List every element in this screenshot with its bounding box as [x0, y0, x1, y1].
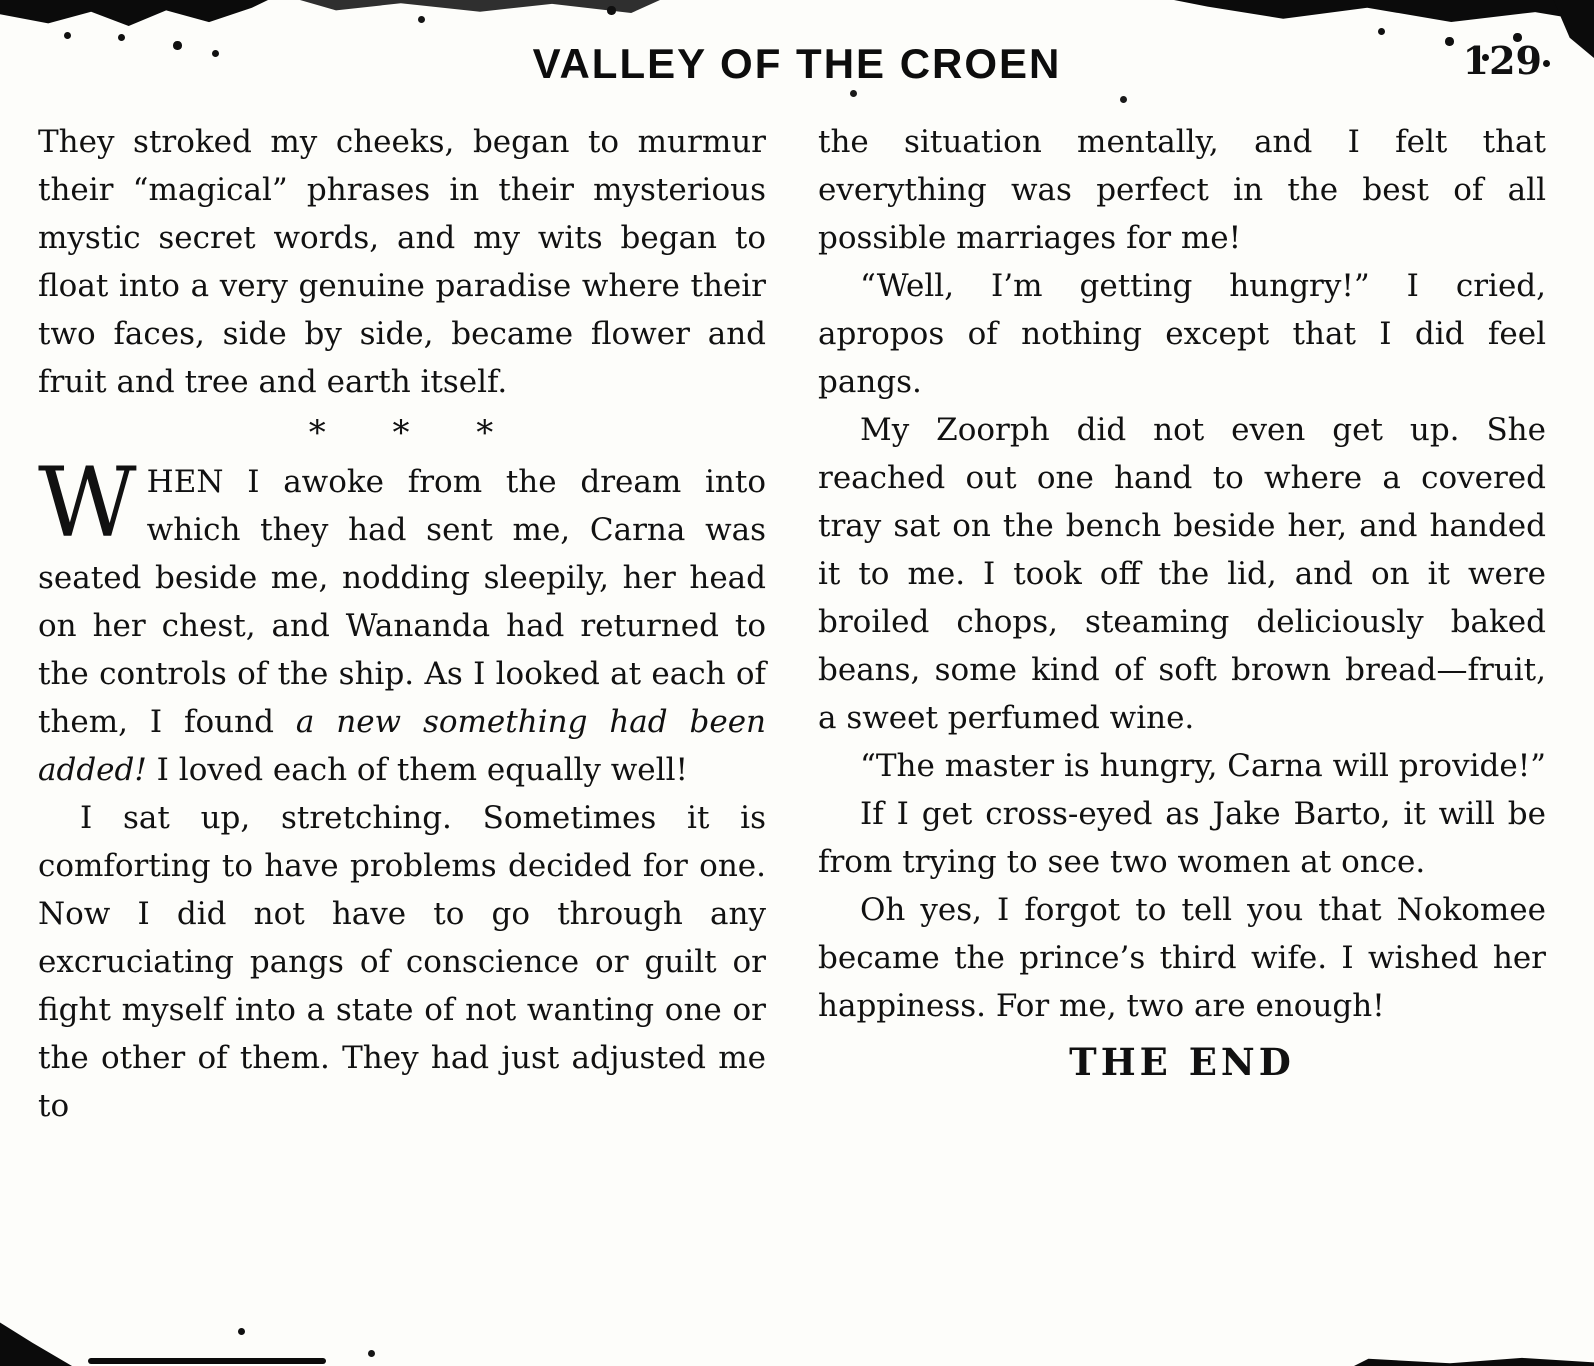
- text-run: If I get cross-eyed as Jake Barto, it will be from trying to see two women at once.: [818, 796, 1546, 880]
- paragraph: [818, 742, 1546, 790]
- scan-artifact-bottom-right: [1354, 1357, 1594, 1366]
- drop-cap: W: [38, 447, 137, 559]
- text-run: HEN I awoke from the dream into which they had sent me, Carna was seated beside me, nodding sleepily, her head on her chest, and Wananda had returned to the controls of the ship. As I looked at each of them, I found: [38, 464, 766, 740]
- text-run: “Well, I’m getting hungry!” I cried, apropos of nothing except that I did feel pangs.: [818, 268, 1546, 400]
- paragraph: [818, 406, 1546, 742]
- left-column: [38, 118, 766, 1130]
- page-title: VALLEY OF THE CROEN: [532, 40, 1062, 87]
- scan-artifact-bottom-left: [0, 1308, 72, 1366]
- scan-artifact-bottom-line: [88, 1358, 326, 1364]
- paragraph: [38, 447, 766, 794]
- page-number: 129: [1462, 38, 1542, 83]
- paragraph: [38, 794, 766, 1130]
- paragraph: [818, 262, 1546, 406]
- text-columns: [0, 110, 1594, 1130]
- paragraph: [818, 790, 1546, 886]
- text-run: the situation mentally, and I felt that everything was perfect in the best of all possible marriages for me!: [818, 124, 1546, 256]
- section-separator: * * *: [308, 413, 496, 453]
- paragraph: [818, 118, 1546, 262]
- right-column: [818, 118, 1546, 1130]
- paragraph: [38, 118, 766, 406]
- paragraph: [818, 886, 1546, 1030]
- text-run: “The master is hungry, Carna will provide!”: [860, 748, 1546, 784]
- text-run: My Zoorph did not even get up. She reached out one hand to where a covered tray sat on the bench beside her, and handed it to me. I took off the lid, and on it were broiled chops, steaming deliciously baked beans, some kind of soft brown bread—fruit, a sweet perfumed wine.: [818, 412, 1546, 736]
- text-run: I loved each of them equally well!: [146, 752, 688, 788]
- text-run: They stroked my cheeks, began to murmur their “magical” phrases in their mysterious mystic secret words, and my wits began to float into a very genuine paradise where their two faces, side by side, became flower and fruit and tree and earth itself.: [38, 124, 766, 400]
- text-run: Oh yes, I forgot to tell you that Nokomee became the prince’s third wife. I wished her happiness. For me, two are enough!: [818, 892, 1546, 1024]
- page-header: [0, 0, 1594, 110]
- the-end-label: THE END: [1069, 1040, 1295, 1084]
- italic-text: a new something had been added!: [38, 704, 766, 788]
- text-run: I sat up, stretching. Sometimes it is comforting to have problems decided for one. Now I did not have to go through any excruciating pangs of conscience or guilt or fight myself into a state of not wanting one or the other of them. They had just adjusted me to: [38, 800, 766, 1124]
